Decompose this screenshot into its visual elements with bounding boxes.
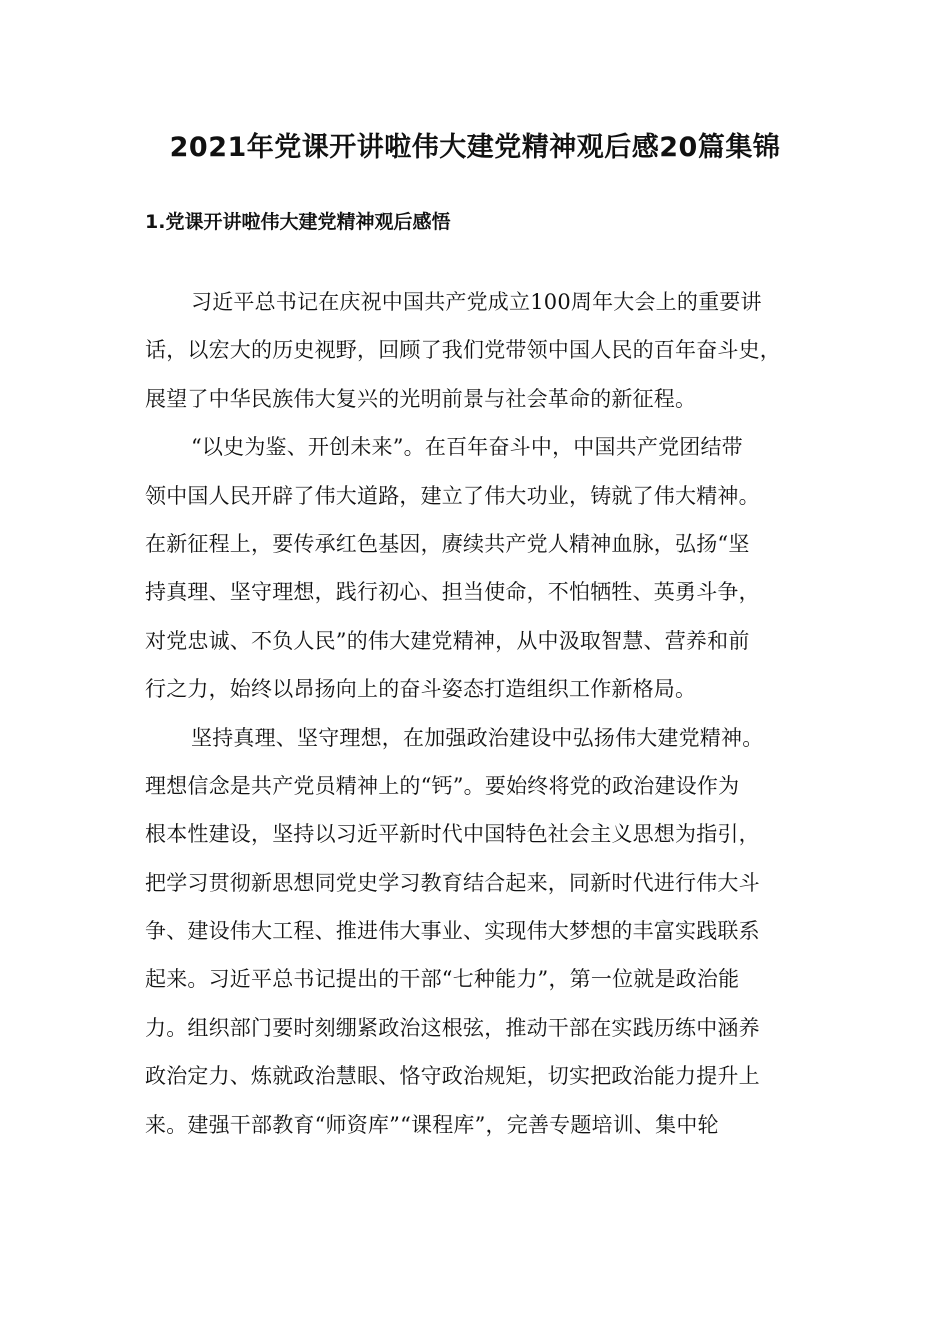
section-heading: 1.党课开讲啦伟大建党精神观后感悟 xyxy=(145,211,451,233)
text-line: 话，以宏大的历史视野，回顾了我们党带领中国人民的百年奋斗史， xyxy=(145,338,781,363)
text-line: 习近平总书记在庆祝中国共产党成立100周年大会上的重要讲 xyxy=(191,290,762,314)
text-line: 争、建设伟大工程、推进伟大事业、实现伟大梦想的丰富实践联系 xyxy=(145,919,760,944)
text-line: 力。组织部门要时刻绷紧政治这根弦，推动干部在实践历练中涵养 xyxy=(145,1015,760,1040)
text-line: 理想信念是共产党员精神上的“钙”。要始终将党的政治建设作为 xyxy=(145,773,740,798)
text-line: 领中国人民开辟了伟大道路，建立了伟大功业，铸就了伟大精神。 xyxy=(145,483,760,508)
text-line: 起来。习近平总书记提出的干部“七种能力”，第一位就是政治能 xyxy=(145,967,740,992)
text-line: 来。建强干部教育“师资库”“课程库”，完善专题培训、集中轮 xyxy=(145,1112,719,1137)
document-title: 2021年党课开讲啦伟大建党精神观后感20篇集锦 xyxy=(169,132,781,163)
text-line: 持真理、坚守理想，践行初心、担当使命，不怕牺牲、英勇斗争， xyxy=(145,580,760,605)
body-text xyxy=(145,285,805,1156)
text-line: 展望了中华民族伟大复兴的光明前景与社会革命的新征程。 xyxy=(145,386,697,411)
text-line: 把学习贯彻新思想同党史学习教育结合起来，同新时代进行伟大斗 xyxy=(145,870,760,895)
text-line: 坚持真理、坚守理想，在加强政治建设中弘扬伟大建党精神。 xyxy=(191,725,764,750)
text-line: 对党忠诚、不负人民”的伟大建党精神，从中汲取智慧、营养和前 xyxy=(145,628,750,653)
text-line: “以史为鉴、开创未来”。在百年奋斗中，中国共产党团结带 xyxy=(191,435,743,460)
text-line: 行之力，始终以昂扬向上的奋斗姿态打造组织工作新格局。 xyxy=(145,677,697,702)
text-line: 政治定力、炼就政治慧眼、恪守政治规矩，切实把政治能力提升上 xyxy=(145,1064,760,1089)
text-line: 在新征程上，要传承红色基因，赓续共产党人精神血脉，弘扬“坚 xyxy=(145,531,750,556)
text-line: 根本性建设，坚持以习近平新时代中国特色社会主义思想为指引， xyxy=(145,822,760,847)
